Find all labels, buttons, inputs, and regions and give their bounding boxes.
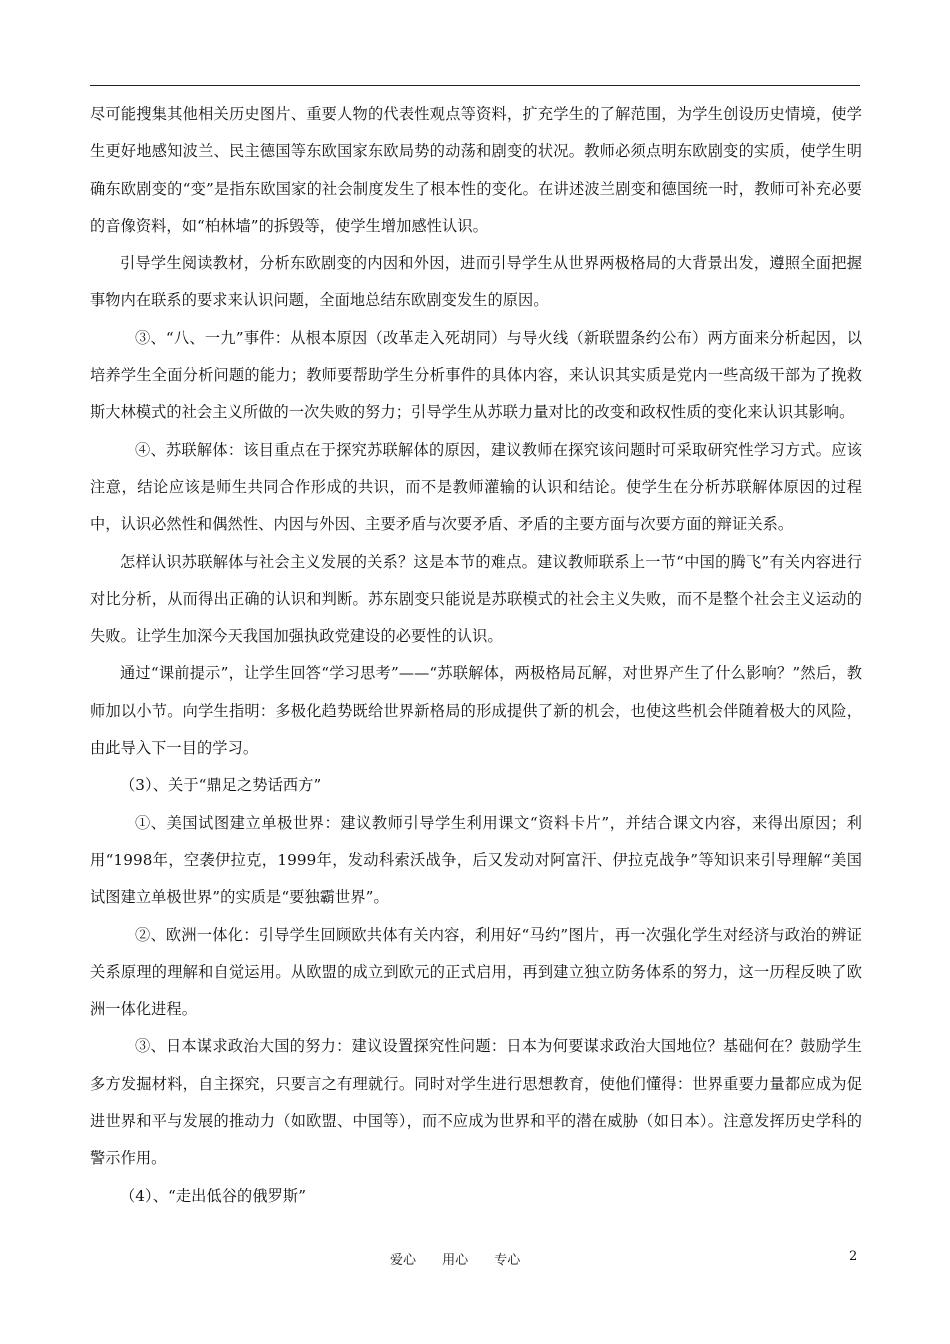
header-rule <box>90 85 860 86</box>
paragraph: 怎样认识苏联解体与社会主义发展的关系？这是本节的难点。建议教师联系上一节“中国的腾飞”有关内容进行对比分析，从而得出正确的认识和判断。苏东剧变只能说是苏联模式的社会主义失败，而不是整个社会主义运动的失败。让学生加深今天我国加强执政党建设的必要性的认识。 <box>90 552 862 646</box>
paragraph: 尽可能搜集其他相关历史图片、重要人物的代表性观点等资料，扩充学生的了解范围，为学生创设历史情境，使学生更好地感知波兰、民主德国等东欧国家东欧局势的动荡和剧变的状况。教师必须点明东欧剧变的实质，使学生明确东欧剧变的“变”是指东欧国家的社会制度发生了根本性的变化。在讲述波兰剧变和德国统一时，教师可补充必要的音像资料，如“柏林墙”的拆毁等，使学生增加感性认识。 <box>90 105 862 235</box>
paragraph: 引导学生阅读教材，分析东欧剧变的内因和外因，进而引导学生从世界两极格局的大背景出发，遵照全面把握事物内在联系的要求来认识问题，全面地总结东欧剧变发生的原因。 <box>90 254 862 310</box>
footer-motto: 爱心 用心 专心 <box>390 1253 521 1268</box>
document-body <box>90 96 862 1215</box>
page-footer <box>0 1249 950 1273</box>
section-heading: （4）、“走出低谷的俄罗斯” <box>120 1186 307 1205</box>
paragraph: ①、美国试图建立单极世界：建议教师引导学生利用课文“资料卡片”，并结合课文内容，来得出原因；利用“1998年，空袭伊拉克，1999年，发动科索沃战争，后又发动对阿富汗、伊拉克战争”等知识来引导理解“美国试图建立单极世界”的实质是“要独霸世界”。 <box>90 813 862 907</box>
paragraph: ②、欧洲一体化：引导学生回顾欧共体有关内容，利用好“马约”图片，再一次强化学生对经济与政治的辨证关系原理的理解和自觉运用。从欧盟的成立到欧元的正式启用，再到建立独立防务体系的努力，这一历程反映了欧洲一体化进程。 <box>90 925 862 1019</box>
paragraph: 通过“课前提示”，让学生回答“学习思考”——“苏联解体，两极格局瓦解，对世界产生了什么影响？”然后，教师加以小节。向学生指明：多极化趋势既给世界新格局的形成提供了新的机会，也使这些机会伴随着极大的风险，由此导入下一目的学习。 <box>90 664 862 758</box>
paragraph: ④、苏联解体：该目重点在于探究苏联解体的原因，建议教师在探究该问题时可采取研究性学习方式。应该注意，结论应该是师生共同合作形成的共识，而不是教师灌输的认识和结论。使学生在分析苏联解体原因的过程中，认识必然性和偶然性、内因与外因、主要矛盾与次要矛盾、矛盾的主要方面与次要方面的辩证关系。 <box>90 440 862 534</box>
page-number: 2 <box>849 1249 858 1264</box>
paragraph: ③、“八、一九”事件：从根本原因（改革走入死胡同）与导火线（新联盟条约公布）两方面来分析起因，以培养学生全面分析问题的能力；教师要帮助学生分析事件的具体内容，来认识其实质是党内一些高级干部为了挽救斯大林模式的社会主义所做的一次失败的努力；引导学生从苏联力量对比的改变和政权性质的变化来认识其影响。 <box>90 328 862 422</box>
section-heading: （3）、关于“鼎足之势话西方” <box>120 776 322 795</box>
paragraph: ③、日本谋求政治大国的努力：建议设置探究性问题：日本为何要谋求政治大国地位？基础何在？鼓励学生多方发掘材料，自主探究，只要言之有理就行。同时对学生进行思想教育，使他们懂得：世界重要力量都应成为促进世界和平与发展的推动力（如欧盟、中国等），而不应成为世界和平的潜在威胁（如日本）。注意发挥历史学科的警示作用。 <box>90 1037 862 1168</box>
